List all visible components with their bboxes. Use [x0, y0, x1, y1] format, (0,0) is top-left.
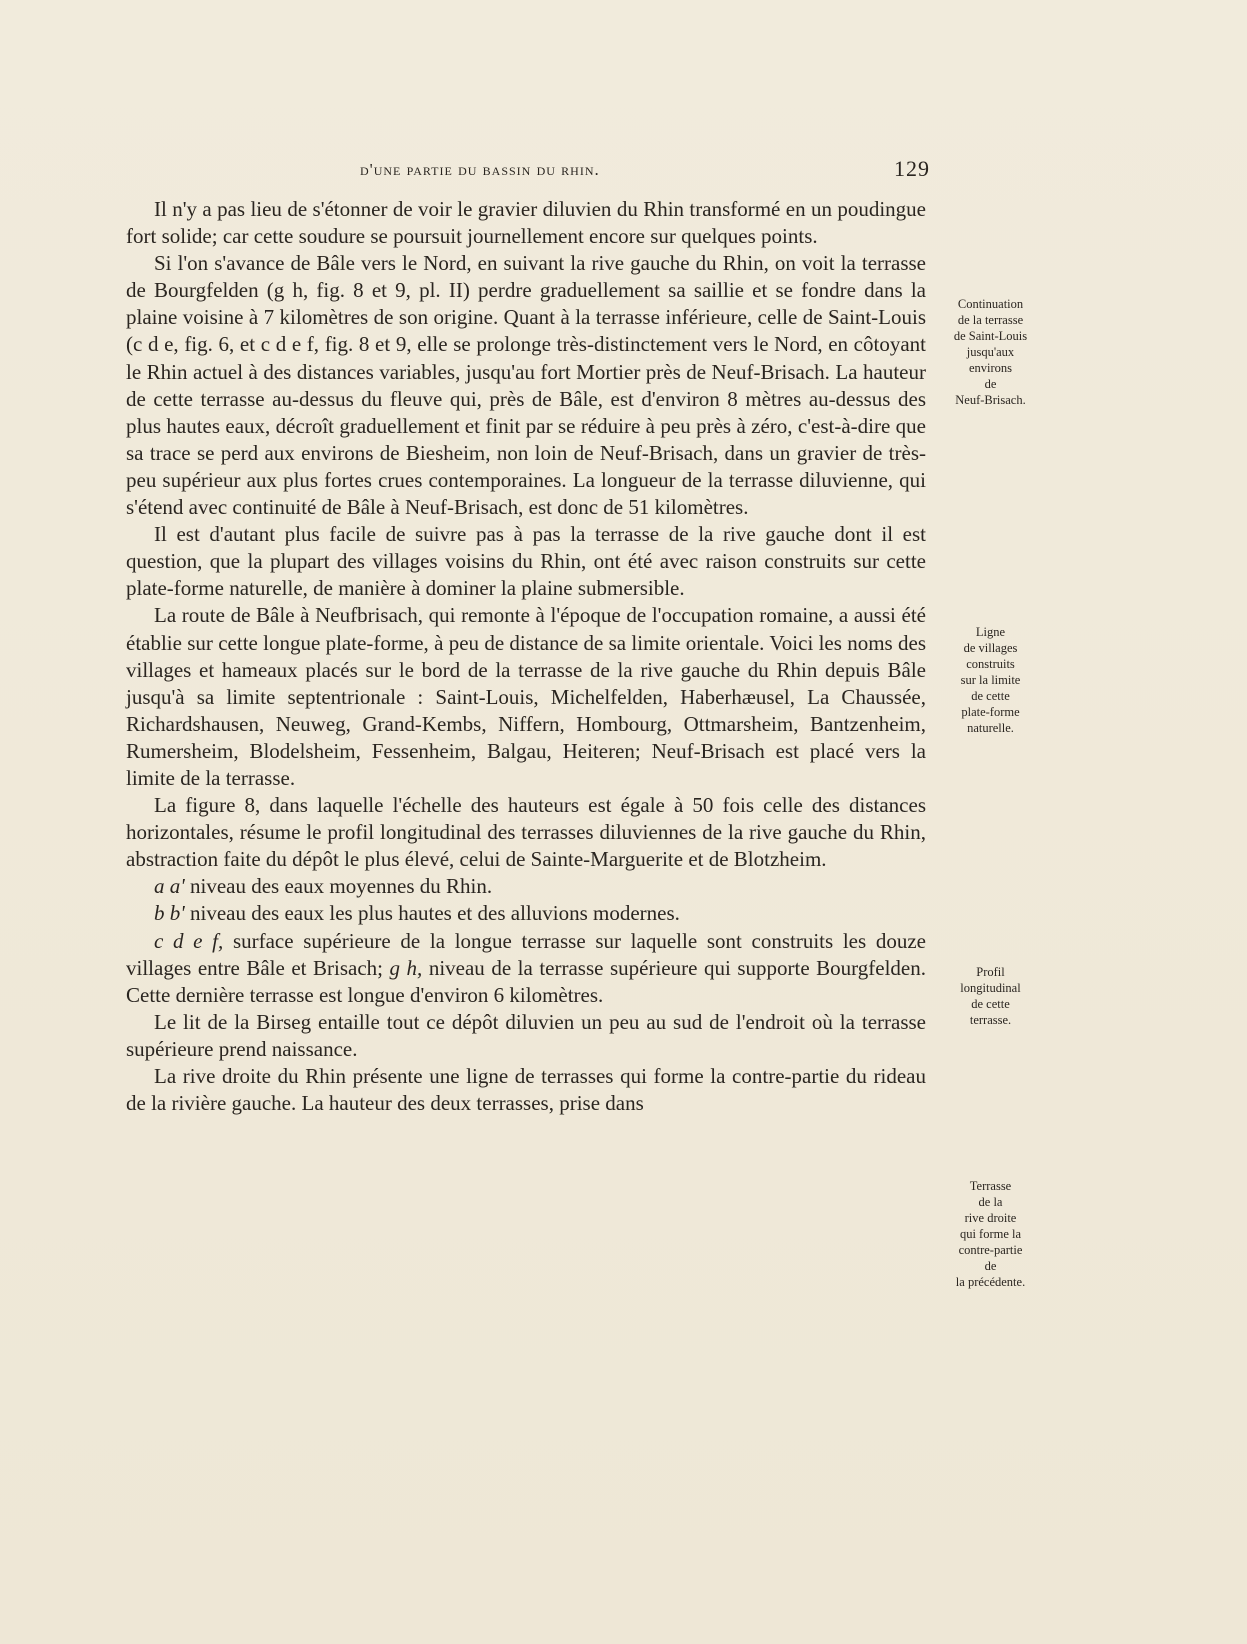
- paragraph: La figure 8, dans laquelle l'échelle des hauteurs est égale à 50 fois celle des distances horizontales, résume le profil longitudinal des terrasses diluviennes de la rive gauche du Rhin, abstraction faite du dépôt le plus élevé, celui de Sainte-Marguerite et de Blotzheim.: [126, 793, 926, 872]
- legend-text: surface supérieure de la longue terrasse sur laquelle sont construits les douze villages entre Bâle et Brisach;: [126, 928, 926, 980]
- paragraph: Le lit de la Birseg entaille tout ce dépôt diluvien un peu au sud de l'endroit où la terrasse supérieure prend naissance.: [126, 1009, 926, 1061]
- margin-note-continuation: Continuation de la terrasse de Saint-Louis jusqu'aux environs de Neuf-Brisach.: [953, 297, 1028, 407]
- margin-note-profile: Profil longitudinal de cette terrasse.: [960, 965, 1021, 1027]
- legend-item: [126, 873, 926, 900]
- paragraph: Si l'on s'avance de Bâle vers le Nord, en suivant la rive gauche du Rhin, on voit la terrasse de Bourgfelden (g h, fig. 8 et 9, pl. II) perdre graduellement sa saillie et se fondre dans la plaine voisine à 7 kilomètres de son origine. Quant à la terrasse inférieure, celle de Saint-Louis (c d e, fig. 6, et c d e f, fig. 8 et 9, elle se prolonge très-distinctement vers le Nord, en côtoyant le Rhin actuel à des distances variables, jusqu'au fort Mortier près de Neuf-Brisach. La hauteur de cette terrasse au-dessus du fleuve qui, près de Bâle, est d'environ 8 mètres au-dessus des plus hautes eaux, décroît graduellement et finit par se réduire à peu près à zéro, c'est-à-dire que sa trace se perd aux environs de Biesheim, non loin de Neuf-Brisach, dans un gravier de très-peu supérieur aux plus fortes crues contemporaines. La longueur de la terrasse diluvienne, qui s'étend avec continuité de Bâle à Neuf-Brisach, est donc de 51 kilomètres.: [126, 251, 926, 520]
- page-number: 129: [894, 156, 930, 181]
- margin-note-right-bank: Terrasse de la rive droite qui forme la contre-partie de la précédente.: [955, 1179, 1026, 1289]
- paragraph: La rive droite du Rhin présente une ligne de terrasses qui forme la contre-partie du rideau de la rivière gauche. La hauteur des deux terrasses, prise dans: [126, 1064, 926, 1116]
- main-text: [126, 196, 926, 1117]
- legend-text: niveau des eaux les plus hautes et des alluvions modernes.: [184, 901, 680, 926]
- legend-item: [126, 928, 926, 1009]
- legend-text: niveau de la terrasse supérieure qui supporte Bourgfelden. Cette dernière terrasse est longue d'environ 6 kilomètres.: [126, 955, 926, 1007]
- legend-key: c d e f,: [154, 928, 224, 953]
- legend-key: b b': [154, 901, 185, 926]
- legend-key: a a': [154, 874, 185, 899]
- margin-note-villages: Ligne de villages construits sur la limite de cette plate-forme naturelle.: [960, 625, 1021, 735]
- paragraph: Il est d'autant plus facile de suivre pas à pas la terrasse de la rive gauche dont il est question, que la plupart des villages voisins du Rhin, ont été avec raison construits sur cette plate-forme naturelle, de manière à dominer la plaine submersible.: [126, 522, 926, 601]
- running-title: d'une partie du bassin du rhin.: [360, 160, 600, 179]
- legend-item: [126, 900, 926, 927]
- paragraph: Il n'y a pas lieu de s'étonner de voir le gravier diluvien du Rhin transformé en un poudingue fort solide; car cette soudure se poursuit journellement encore sur quelques points.: [126, 197, 926, 249]
- paragraph: La route de Bâle à Neufbrisach, qui remonte à l'époque de l'occupation romaine, a aussi été établie sur cette longue plate-forme, à peu de distance de sa limite orientale. Voici les noms des villages et hameaux placés sur le bord de la terrasse de la rive gauche du Rhin depuis Bâle jusqu'à sa limite septentrionale : Saint-Louis, Michelfelden, Haberhæusel, La Chaussée, Richardshausen, Neuweg, Grand-Kembs, Niffern, Hombourg, Ottmarsheim, Bantzenheim, Rumersheim, Blodelsheim, Fessenheim, Balgau, Heiteren; Neuf-Brisach est placé vers la limite de la terrasse.: [126, 603, 926, 790]
- legend-key: g h,: [389, 955, 423, 980]
- legend-text: niveau des eaux moyennes du Rhin.: [184, 874, 493, 899]
